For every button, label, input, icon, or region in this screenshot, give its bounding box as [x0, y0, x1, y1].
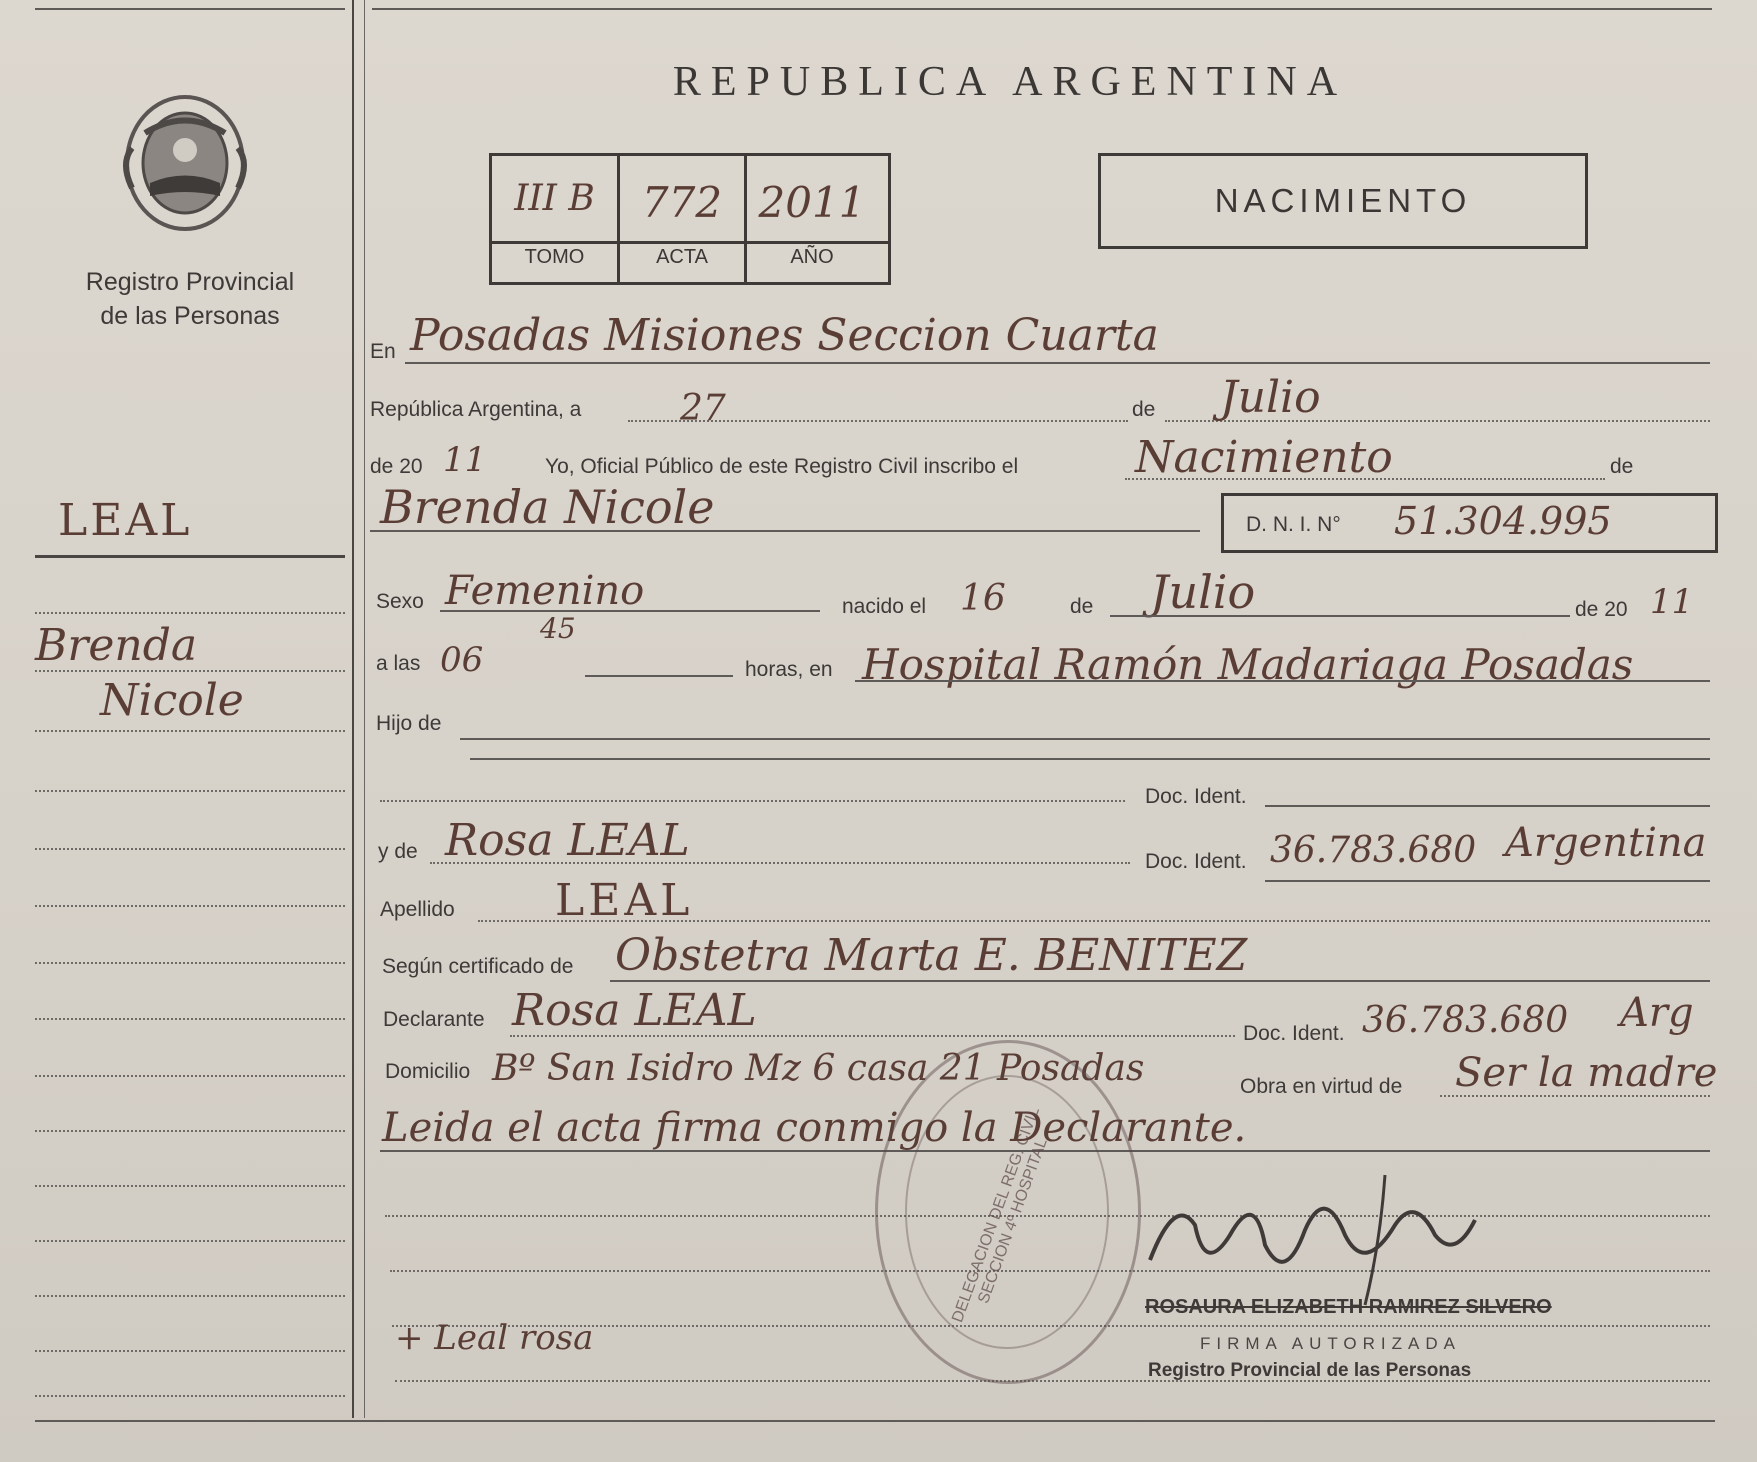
apellido-label: Apellido	[380, 898, 455, 921]
margin-dotted-line	[35, 1075, 345, 1077]
obra-value: Ser la madre	[1455, 1050, 1718, 1096]
doc-ident-label-1: Doc. Ident.	[1145, 785, 1247, 808]
form-line	[1110, 615, 1570, 617]
declarante-nat-value: Arg	[1620, 990, 1694, 1036]
de-label-3: de	[1070, 595, 1094, 618]
birth-month-value: Julio	[1150, 565, 1256, 619]
acta-label: ACTA	[656, 246, 708, 268]
margin-surname: LEAL	[58, 495, 193, 546]
official-text: Yo, Oficial Público de este Registro Civil inscribo el	[545, 455, 1019, 478]
margin-dotted-line	[35, 1395, 345, 1397]
nacido-label: nacido el	[842, 595, 927, 618]
form-dotted-line	[478, 920, 1710, 922]
dni-value: 51.304.995	[1394, 499, 1612, 543]
margin-given-2: Nicole	[100, 675, 244, 726]
tomo-value: III B	[514, 178, 595, 219]
form-line	[1265, 880, 1710, 882]
birth-day-value: 16	[960, 578, 1006, 619]
declarante-label: Declarante	[383, 1008, 485, 1031]
anio-label: AÑO	[790, 246, 834, 268]
doc-ident-label-2: Doc. Ident.	[1145, 850, 1247, 873]
segun-label: Según certificado de	[382, 955, 574, 978]
day-value: 27	[680, 388, 726, 429]
hijo-label: Hijo de	[376, 712, 442, 735]
official-name: ROSAURA ELIZABETH RAMIREZ SILVERO	[1145, 1296, 1552, 1318]
top-border-right	[372, 8, 1712, 10]
document-type-box: NACIMIENTO	[1098, 153, 1588, 249]
sexo-label: Sexo	[376, 590, 424, 613]
margin-given-1: Brenda	[35, 620, 198, 671]
dni-box	[1221, 493, 1718, 553]
top-border-left	[35, 8, 345, 10]
signature-line2: Registro Provincial de las Personas	[1148, 1360, 1472, 1381]
month-value: Julio	[1220, 372, 1321, 423]
stamp-ring-text: DELEGACION DEL REG. CIVIL SECCION 4º HOSPITAL	[949, 1104, 1051, 1325]
registry-name-line1: Registro Provincial	[85, 268, 295, 296]
form-line	[855, 680, 1710, 682]
margin-dotted-line	[35, 1185, 345, 1187]
apellido-value: LEAL	[555, 875, 694, 926]
acta-value: 772	[641, 178, 723, 227]
bottom-margin-note: + Leal rosa	[395, 1318, 594, 1358]
margin-dotted-line	[35, 1240, 345, 1242]
mother-doc-value: 36.783.680	[1270, 830, 1477, 871]
margin-dotted-line	[35, 1130, 345, 1132]
margin-dotted-line	[35, 730, 345, 732]
certificate-value: Obstetra Marta E. BENITEZ	[615, 930, 1248, 981]
form-line	[470, 758, 1710, 760]
hour-value: 06	[440, 640, 484, 680]
act-value: Nacimiento	[1135, 432, 1393, 483]
en-label: En	[370, 340, 396, 363]
margin-dotted-line	[35, 670, 345, 672]
domicilio-value: Bº San Isidro Mz 6 casa 21 Posadas	[492, 1048, 1145, 1089]
signature-line1: FIRMA AUTORIZADA	[1200, 1334, 1461, 1353]
mother-value: Rosa LEAL	[445, 815, 690, 866]
margin-dotted-line	[35, 905, 345, 907]
doc-ident-label-3: Doc. Ident.	[1243, 1022, 1345, 1045]
margin-dotted-line	[35, 1350, 345, 1352]
sexo-value: Femenino	[445, 568, 645, 614]
birth-year-prefix: de 20	[1575, 598, 1628, 621]
form-line	[460, 738, 1710, 740]
bottom-border	[35, 1420, 1715, 1422]
margin-line-1	[35, 555, 345, 558]
mother-nationality-value: Argentina	[1505, 820, 1707, 866]
dni-label: D. N. I. N°	[1246, 513, 1341, 536]
closing-text: Leida el acta firma conmigo la Declarante.	[382, 1105, 1247, 1151]
left-column-divider-inner	[364, 0, 365, 1418]
republica-label: República Argentina, a	[370, 398, 582, 421]
birth-place-value: Hospital Ramón Madariaga Posadas	[862, 640, 1634, 689]
yde-label: y de	[378, 840, 418, 863]
anio-value: 2011	[758, 178, 866, 227]
place-value: Posadas Misiones Seccion Cuarta	[410, 310, 1159, 361]
margin-dotted-line	[35, 1295, 345, 1297]
signature-icon	[1135, 1165, 1495, 1315]
form-line	[370, 530, 1200, 532]
alas-label: a las	[376, 652, 421, 675]
year-prefix-label: de 20	[370, 455, 423, 478]
form-dotted-line	[430, 862, 1130, 864]
record-table	[489, 153, 891, 285]
form-line	[585, 675, 733, 677]
declarante-doc-value: 36.783.680	[1362, 1000, 1569, 1041]
declarante-value: Rosa LEAL	[512, 985, 757, 1036]
horas-label: horas, en	[745, 658, 833, 681]
margin-dotted-line	[35, 1018, 345, 1020]
form-line	[610, 980, 1710, 982]
child-name-value: Brenda Nicole	[380, 480, 715, 534]
birth-year-suffix: 11	[1650, 582, 1694, 622]
registry-seal-icon	[110, 88, 260, 238]
registry-name-line2: de las Personas	[100, 302, 280, 330]
form-line	[405, 362, 1710, 364]
form-line	[1265, 805, 1710, 807]
margin-dotted-line	[35, 962, 345, 964]
form-dotted-line	[510, 1035, 1235, 1037]
form-dotted-line	[1125, 478, 1605, 480]
margin-dotted-line	[35, 612, 345, 614]
left-column-divider	[352, 0, 354, 1418]
de-label-2: de	[1610, 455, 1634, 478]
minutes-value: 45	[540, 612, 576, 645]
obra-label: Obra en virtud de	[1240, 1075, 1403, 1098]
margin-dotted-line	[35, 790, 345, 792]
tomo-label: TOMO	[524, 246, 585, 268]
form-dotted-line	[395, 1380, 1710, 1382]
domicilio-label: Domicilio	[385, 1060, 471, 1083]
form-dotted-line	[1440, 1095, 1710, 1097]
form-dotted-line	[380, 800, 1125, 802]
de-label: de	[1132, 398, 1156, 421]
country-title: REPUBLICA ARGENTINA	[672, 59, 1348, 105]
form-line	[440, 610, 820, 612]
margin-dotted-line	[35, 848, 345, 850]
year-suffix-value: 11	[443, 440, 487, 480]
